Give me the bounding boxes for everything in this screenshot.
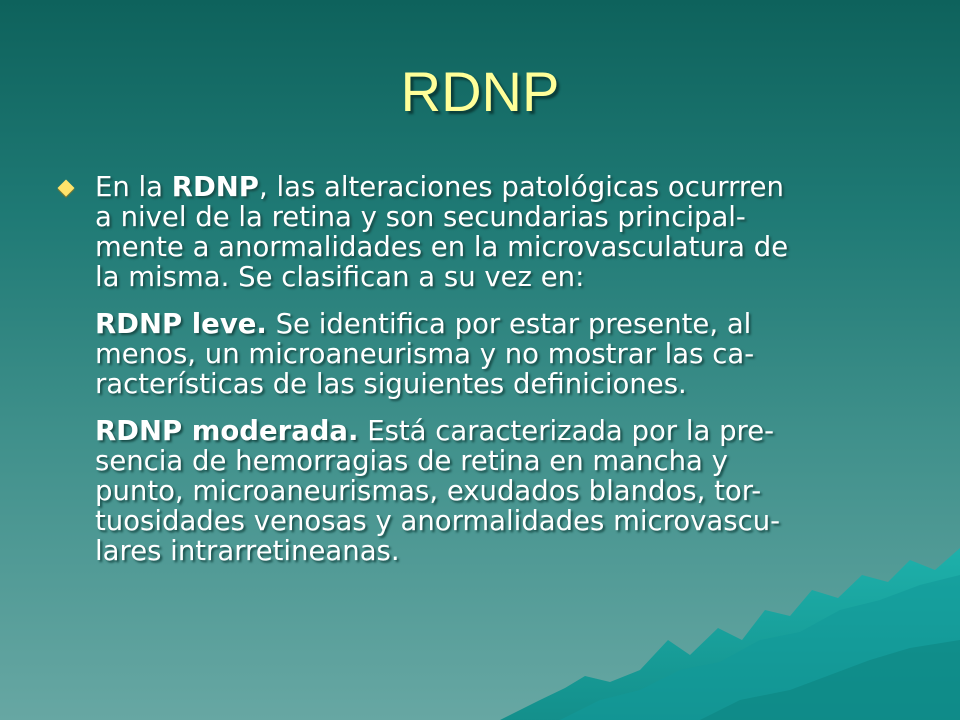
moderada-line-3: punto, microaneurismas, exudados blandos, tor-	[95, 475, 762, 507]
intro-line-4: la misma. Se clasifican a su vez en:	[95, 261, 585, 293]
leve-line-2: menos, un microaneurisma y no mostrar las ca-	[95, 338, 755, 370]
leve-label: RDNP leve.	[95, 308, 267, 340]
rdnp-term: RDNP	[171, 171, 259, 203]
intro-line-1: En la RDNP, las alteraciones patológicas ocurrren	[95, 171, 784, 203]
leve-paragraph	[95, 309, 925, 399]
moderada-line-1: RDNP moderada. Está caracterizada por la pre-	[95, 415, 775, 447]
moderada-line-2: sencia de hemorragias de retina en mancha y	[95, 445, 728, 477]
intro-line-3: mente a anormalidades en la microvasculatura de	[95, 231, 789, 263]
moderada-paragraph	[95, 416, 925, 566]
moderada-line-5: lares intrarretineanas.	[95, 535, 400, 567]
intro-line-2: a nivel de la retina y son secundarias principal-	[95, 201, 746, 233]
leve-line-3: racterísticas de las siguientes definiciones.	[95, 368, 687, 400]
leve-line-1: RDNP leve. Se identifica por estar presente, al	[95, 308, 752, 340]
moderada-label: RDNP moderada.	[95, 415, 359, 447]
slide-title: RDNP	[400, 60, 560, 123]
slide-body	[95, 172, 925, 583]
moderada-line-4: tuosidades venosas y anormalidades microvascu-	[95, 505, 781, 537]
intro-paragraph	[95, 172, 925, 292]
